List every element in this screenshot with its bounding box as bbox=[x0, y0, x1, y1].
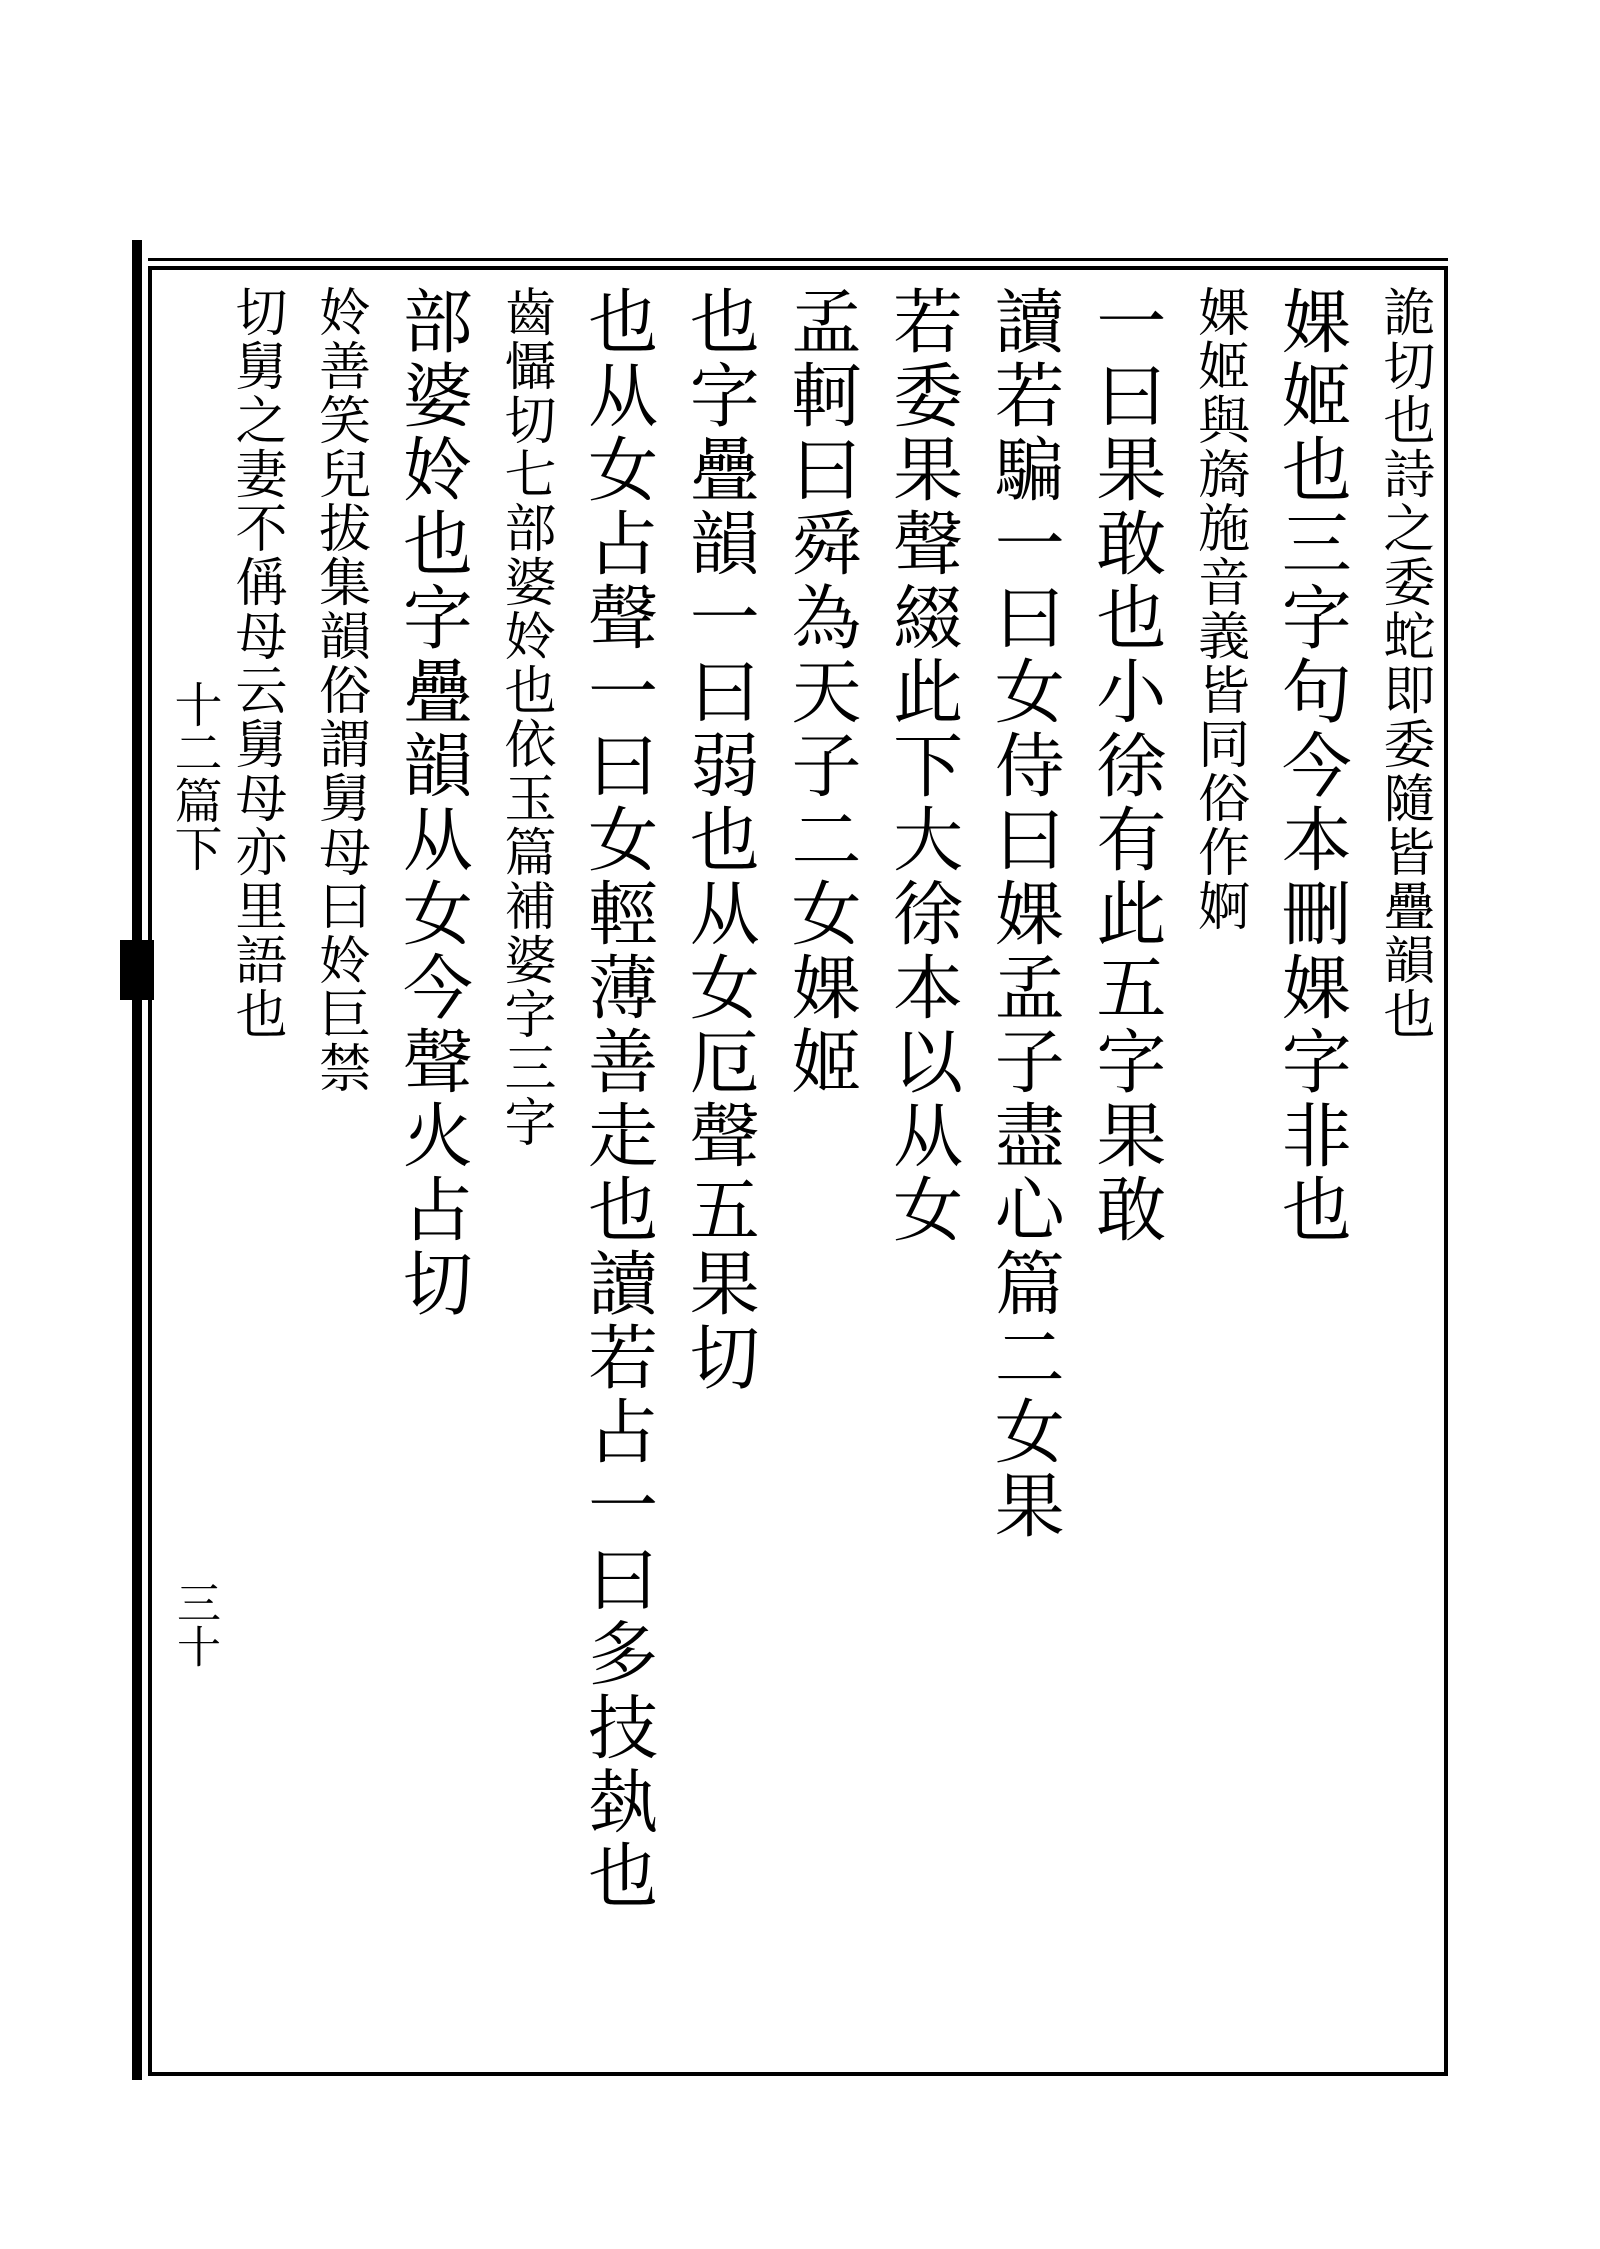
text-column-6: 若委果聲綴此下大徐本以从女 bbox=[881, 285, 964, 1247]
text-column-4: 一曰果敢也小徐有此五字果敢 bbox=[1084, 285, 1167, 1247]
text-column-7: 孟軻曰舜為天子二女婐姬 bbox=[779, 285, 862, 1099]
text-column-5: 讀若騙一曰女侍曰婐孟子盡心篇二女果 bbox=[983, 285, 1066, 1543]
text-column-8: 也字疊韻一曰弱也从女厄聲五果切 bbox=[678, 285, 761, 1395]
text-columns bbox=[226, 285, 1434, 2055]
text-column-11: 部婆姈也字疊韻从女今聲火占切 bbox=[391, 285, 474, 1321]
spine-page-number: 三十 bbox=[169, 1580, 220, 1668]
text-column-2: 婐姬也三字句今本刪婐字非也 bbox=[1270, 285, 1353, 1247]
text-column-10: 齒懾切七部婆姈也依玉篇補婆字三字 bbox=[494, 285, 555, 1149]
top-rule bbox=[148, 258, 1448, 261]
text-column-12: 姈善笑兒拔集韻俗謂舅母曰姈巨禁 bbox=[309, 285, 370, 1095]
text-column-13: 切舅之妻不偁母云舅母亦里語也 bbox=[226, 285, 286, 1041]
text-column-9: 也从女占聲一曰女輕薄善走也讀若占一曰多技埶也 bbox=[576, 285, 659, 1913]
spine-bar bbox=[132, 240, 142, 2080]
spine-label: 十二篇下 bbox=[166, 680, 222, 872]
spine bbox=[120, 240, 154, 2080]
text-column-3: 婐姬與旖施音義皆同俗作婀 bbox=[1188, 285, 1249, 933]
text-column-1: 詭切也詩之委蛇即委隨皆疊韻也 bbox=[1373, 285, 1434, 1041]
spine-mark bbox=[120, 940, 154, 1000]
